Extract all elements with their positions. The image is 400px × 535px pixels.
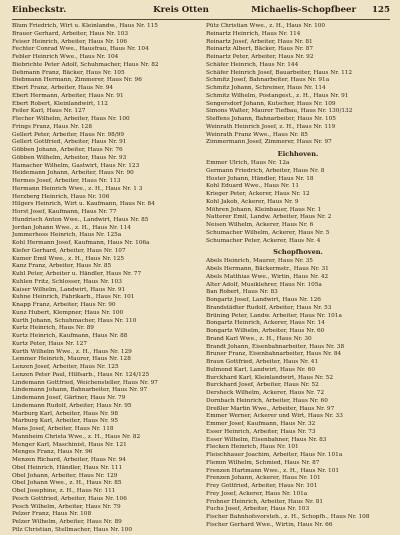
directory-entry: Bruner Franz, Eisenbahnarbeiter, Haus Nr. 84 [206, 351, 342, 358]
directory-entry: Menger Karl, Maschinist, Haus Nr. 121 [12, 441, 127, 448]
directory-entry: Jordan Johann Wwe., z. H., Haus Nr. 114 [12, 224, 131, 231]
directory-entry: Marburg Karl, Arbeiter, Haus Nr. 95 [12, 418, 119, 425]
directory-entry: Weinrath Franz Wwe., Haus Nr. 85 [206, 131, 308, 138]
directory-entry: Schäfer Heinrich Josef, Bauarbeiter, Haus Nr. 112 [206, 69, 353, 76]
directory-entry: Biebrichte Peter Adolf, Schuhmacher, Haus Nr. 82 [12, 61, 159, 68]
directory-entry: Fuchs Josef, Arbeiter, Haus Nr. 103 [206, 506, 310, 513]
directory-entry: Gellert Gottfried, Arbeiter, Haus Nr. 91 [12, 139, 127, 146]
directory-entry: Jummerhoss Heinrich, Haus Nr. 125a [12, 232, 122, 239]
directory-entry: Kurth Wilhelm Wwe., z. H., Haus Nr. 129 [12, 348, 132, 355]
right-top-list [206, 23, 390, 147]
directory-entry: Göbben Johann, Arbeiter, Haus Nr. 76 [12, 147, 123, 153]
directory-entry: Burckhard Josef, Arbeiter, Haus Nr. 52 [206, 382, 319, 389]
directory-entry: Horst Josef, Kaufmann, Haus Nr. 77 [12, 209, 117, 215]
directory-entry: Pelzer Franz, Haus Nr. 108 [12, 511, 92, 518]
directory-entry: Schäfer Heinrich, Haus Nr. 144 [206, 61, 299, 68]
directory-entry: Bongartz Josef, Landwirt, Haus Nr. 126 [206, 297, 321, 303]
directory-entry: Brandstädter Rudolf, Arbeiter, Haus Nr. 53 [206, 304, 332, 311]
directory-entry: Lindemann Josef, Gärtner, Haus Nr. 79 [12, 395, 126, 401]
directory-entry: Lenzen Josef, Arbeiter, Haus Nr. 125 [12, 364, 119, 370]
directory-entry: Pelzer Wilhelm, Arbeiter, Haus Nr. 89 [12, 519, 122, 525]
directory-entry: Obel Heinrich, Händler, Haus Nr. 111 [12, 464, 123, 471]
directory-entry: Göbben Wilhelm, Arbeiter, Haus Nr. 93 [12, 154, 127, 161]
directory-entry: Frenzen Johann, Ackerer, Haus Nr. 101 [206, 475, 321, 482]
directory-entry: Diebmann Hermann, Zimmerer, Haus Nr. 96 [12, 77, 142, 84]
directory-entry: Abels Hermann, Bäckermstr., Haus Nr. 31 [206, 266, 329, 272]
directory-entry: Gellert Peter, Arbeiter, Haus Nr. 98/99 [12, 131, 125, 138]
directory-entry: Kurtz Peter, Haus Nr. 127 [12, 340, 87, 347]
header-right [240, 5, 390, 15]
directory-entry: Emmer Josef, Kaufmann, Haus Nr. 32 [206, 421, 316, 427]
directory-entry: Kiefer Gerhard, Arbeiter, Haus Nr. 107 [12, 247, 126, 254]
directory-entry: Fischer Gerhard Wwe., Wirtin, Haus Nr. 66 [206, 521, 333, 528]
directory-entry: Germann Friedrich, Arbeiter, Haus Nr. 8 [206, 167, 325, 174]
directory-entry: Menzen Richard, Arbeiter, Haus Nr. 94 [12, 457, 126, 463]
section-heading-schopfhoven: Schopfhoven. [273, 248, 323, 257]
directory-entry: Braun Gottfried, Arbeiter, Haus Nr. 41 [206, 359, 319, 365]
directory-entry: Hermes Josef, Arbeiter, Haus Nr. 113 [12, 178, 121, 184]
directory-entry: Brauer Gerhard, Arbeiter, Haus Nr. 103 [12, 30, 129, 37]
directory-entry: Neisen Wilhelm, Ackerer, Haus Nr. 6 [206, 222, 314, 228]
directory-entry: Schmitz Johann, Schreiner, Haus Nr. 114 [206, 85, 326, 91]
directory-entry: Esser Wilhelm, Eisenbahner, Haus Nr. 83 [206, 436, 327, 443]
directory-entry: Lindemann Johann, Bahnarbeiter, Haus Nr. 97 [12, 387, 148, 394]
directory-entry: Pilz Christian, Stellmacher, Haus Nr. 100 [12, 526, 132, 533]
directory-entry: Ebert Robert, Kleinlandwirt, 112 [12, 100, 108, 107]
directory-entry: Dehmann Franz, Bäcker, Haus Nr. 105 [12, 69, 125, 76]
directory-entry: Natterer Emil, Landw. Arbeiter, Haus Nr. 2 [206, 214, 332, 221]
directory-entry: Abels Matthias Wwe., Wirtin, Haus Nr. 42 [206, 273, 329, 280]
directory-entry: Kuhl Peter, Arbeiter u. Händler, Haus Nr. 77 [12, 271, 142, 277]
directory-entry: Kohl Eduard Wwe., Haus Nr. 11 [206, 183, 300, 190]
directory-entry: Dreßler Martin Wwe., Arbeiter, Haus Nr. 97 [206, 405, 335, 412]
directory-entry: Zimmermann Josef, Zimmerer, Haus Nr. 97 [206, 139, 332, 146]
header-right-text: Michaelis-Schopfbeer [251, 5, 357, 15]
directory-entry: Kanz Franz, Arbeiter, Haus Nr. 85 [12, 263, 112, 270]
directory-entry: Bongartz Heinrich, Ackerer, Haus Nr. 14 [206, 320, 325, 327]
header-rule [12, 19, 390, 20]
directory-entry: Obel Josephine, z. H., Haus Nr. 111 [12, 488, 116, 494]
right-column [206, 23, 390, 535]
directory-entry: Hilgers Heinrich, Wirt u. Kaufmann, Haus Nr. 84 [12, 201, 155, 208]
directory-entry: Frey Josef, Ackerer, Haus Nr. 101a [206, 490, 308, 497]
directory-entry: Krieger Peter, Ackerer, Haus Nr. 12 [206, 191, 310, 197]
section-heading-eichhoven: Eichhoven. [277, 150, 319, 158]
directory-entry: Hermann Heinrich Wwe., z. H., Haus Nr. 1 3 [12, 185, 143, 192]
directory-entry: Esser Heinrich, Arbeiter, Haus Nr. 73 [206, 428, 316, 435]
directory-entry: Reinartz Josef, Arbeiter, Haus Nr. 81 [206, 38, 313, 45]
directory-entry: Feiler Karl, Haus Nr. 127 [12, 108, 86, 115]
directory-entry: Fleischhauer Joachim, Arbeiter, Haus Nr. 101a [206, 452, 343, 458]
directory-entry: Obel Johann Wwe., z. H., Haus Nr. 85 [12, 480, 122, 487]
directory-entry: Mannheim Christa Wwe., z. H., Haus Nr. 82 [12, 433, 141, 440]
directory-entry: Reinartz Peter, Arbeiter, Haus Nr. 92 [206, 54, 314, 60]
directory-entry: Frings Franz, Haus Nr. 128 [12, 123, 92, 130]
directory-entry: Frey Gottfried, Arbeiter, Haus Nr. 101 [206, 483, 318, 489]
directory-entry: Hundrisch Anton Wwe., Landwirt, Haus Nr. 85 [12, 216, 149, 223]
directory-entry: Febler Heinrich Wwe., Haus Nr. 104 [12, 54, 119, 60]
directory-entry: Kurth Johann, Schuhmacher, Haus Nr. 110 [12, 317, 137, 324]
directory-entry: Menges Franz, Haus Nr. 96 [12, 449, 93, 456]
header-left: Einbeckstr. [12, 5, 67, 15]
directory-entry: Emmer Werner, Ackerer und Wirt, Haus Nr. 33 [206, 413, 343, 420]
directory-entry: Bulmond Karl, Landwirt, Haus Nr. 60 [206, 366, 316, 373]
directory-entry: Herzberg Heinrich, Haus Nr. 106 [12, 193, 110, 200]
directory-entry: Pütz Christian Wwe., z. H., Haus Nr. 100 [206, 23, 326, 29]
directory-entry: Fischer Bahnhofsvorsteh., z. H., Schopfh., Haus Nr. 108 [206, 514, 370, 520]
directory-entry: Bongartz Wilhelm, Arbeiter, Haus Nr. 60 [206, 328, 325, 334]
directory-entry: Schmitz Josef, Bahnarbeiter, Haus Nr. 91a [206, 77, 330, 84]
directory-entry: Kaiser Wilhelm, Landwirt, Haus Nr. 91 [12, 286, 126, 293]
directory-entry: Steffens Johann, Bahnarbeiter, Haus Nr. 105 [206, 116, 336, 122]
directory-entry: Fechter Conrad Wwe., Hausfrau, Haus Nr. 104 [12, 46, 149, 53]
directory-entry: Kumer Emil Wwe., z. H., Haus Nr. 125 [12, 255, 125, 262]
directory-entry: Kohl Jakob, Ackerer, Haus Nr. 9 [206, 198, 299, 205]
directory-entry: Ebert Hermann, Arbeiter, Haus Nr. 91 [12, 92, 124, 99]
directory-entry: Kurtz Heinrich, Haus Nr. 89 [12, 325, 94, 332]
directory-entry: Flemm Wilhelm, Schmied, Haus Nr. 87 [206, 459, 320, 466]
directory-entry: Flecher Wilhelm, Arbeiter, Haus Nr. 100 [12, 116, 130, 122]
directory-entry: Kuhlen Fritz, Schlosser, Haus Nr. 103 [12, 278, 122, 285]
directory-entry: Reinartz Heinrich, Haus Nr. 114 [206, 30, 301, 37]
directory-entry: Knapp Franz, Arbeiter, Haus Nr. 90 [12, 302, 116, 308]
directory-entry: Mans Josef, Arbeiter, Haus Nr. 118 [12, 426, 114, 432]
directory-entry: Obel Johann, Arbeiter, Haus Nr. 129 [12, 472, 118, 479]
directory-entry: Marburg Karl, Arbeiter, Haus Nr. 98 [12, 410, 119, 417]
directory-entry: Frohner Heinrich, Arbeiter, Haus Nr. 81 [206, 498, 324, 505]
directory-entry: Dersheck Wilhelm, Ackerer, Haus Nr. 72 [206, 390, 325, 396]
header-center: Kreis Otten [153, 5, 209, 15]
directory-entry: Lenzen Peter Paul, Hilfsarb., Haus Nr. 124/125 [12, 371, 150, 378]
page-number: 125 [372, 5, 390, 15]
directory-entry: Lemmer Heinrich, Maurer, Haus Nr. 128 [12, 356, 131, 363]
directory-entry: Kunz Hubert, Klempner, Haus Nr. 100 [12, 309, 124, 316]
directory-entry: Kurtz Heinrich, Kaufmann, Haus Nr. 88 [12, 333, 128, 339]
directory-entry: Heidemann Johann, Arbeiter, Haus Nr. 90 [12, 170, 134, 177]
directory-entry: Sengersdorf Johann, Kutscher, Haus Nr. 109 [206, 100, 336, 107]
directory-entry: Schmitz Wilhelm, Postangest., z. H., Haus Nr. 91 [206, 92, 349, 99]
directory-entry: Ebert Franz, Arbeiter, Haus Nr. 94 [12, 85, 114, 91]
directory-entry: Frenzen Hartmann Wwe., z. H., Haus Nr. 101 [206, 467, 340, 474]
directory-entry: Brüning Peter, Landw. Arbeiter, Haus Nr. 101a [206, 312, 342, 319]
directory-entry: Simons Walter, Maurer Tiefbau, Haus Nr. 130/132 [206, 108, 353, 115]
directory-entry: Schumacher Wilhelm, Ackerer, Haus Nr. 5 [206, 229, 330, 236]
directory-entry: Pesch Wilhelm, Arbeiter, Haus Nr. 79 [12, 503, 121, 510]
directory-entry: Schumacher Peter, Ackerer, Haus Nr. 4 [206, 237, 321, 244]
directory-entry: Hoster Johann, Händler, Haus Nr. 18 [206, 175, 314, 182]
directory-entry: Brand Karl Wwe., z. H., Haus Nr. 30 [206, 335, 312, 342]
directory-entry: Hamacher Wilhelm, Gastwirt, Haus Nr. 123 [12, 162, 140, 169]
directory-entry: Kohl Hermann Josef, Kaufmann, Haus Nr. 106a [12, 240, 150, 246]
directory-entry: Lindemann Gottfried, Weichensteller, Haus Nr. 97 [12, 379, 158, 386]
two-column-body [12, 23, 390, 535]
directory-entry: Möhren Johann, Kleinbauer, Haus Nr. 1 [206, 206, 322, 213]
directory-entry: Brandt Johann, Eisenbahnarbeiter, Haus Nr. 38 [206, 343, 345, 350]
directory-entry: Pesch Gottfried, Arbeiter, Haus Nr. 106 [12, 495, 127, 502]
directory-entry: Emmer Ulrich, Haus Nr. 12a [206, 160, 290, 166]
directory-entry: Kuhne Heinrich, Fabrikarb., Haus Nr. 101 [12, 294, 135, 301]
directory-entry: Blum Friedrich, Wirt u. Kleinlandw., Haus Nr. 115 [12, 23, 158, 29]
directory-entry: Flecken Heinrich, Haus Nr. 101 [206, 444, 299, 451]
directory-entry: Lindemann Rudolf, Arbeiter, Haus Nr. 95 [12, 402, 132, 409]
directory-entry: Abels Heinrich, Maurer, Haus Nr. 35 [206, 258, 313, 265]
directory-entry: Ban Robert, Haus Nr. 83 [206, 289, 278, 296]
directory-entry: Alter Adolf, Musiklehrer, Haus Nr. 105a [206, 281, 322, 288]
directory-entry: Feiser Heinrich, Arbeiter, Haus Nr. 106 [12, 38, 127, 45]
directory-entry: Weinrath Heinrich Josef, z. H., Haus Nr. 119 [206, 123, 336, 130]
directory-entry: Dornbach Heinrich, Arbeiter, Haus Nr. 60 [206, 397, 328, 404]
schopfhoven-list [206, 258, 390, 529]
directory-entry: Reinartz Albert, Bäcker, Haus Nr. 87 [206, 46, 313, 53]
page-header [12, 5, 390, 18]
eichhoven-list [206, 160, 390, 245]
directory-entry: Burckhard Karl, Kleinlandwirt, Haus Nr. 52 [206, 374, 333, 381]
left-column [12, 23, 196, 535]
